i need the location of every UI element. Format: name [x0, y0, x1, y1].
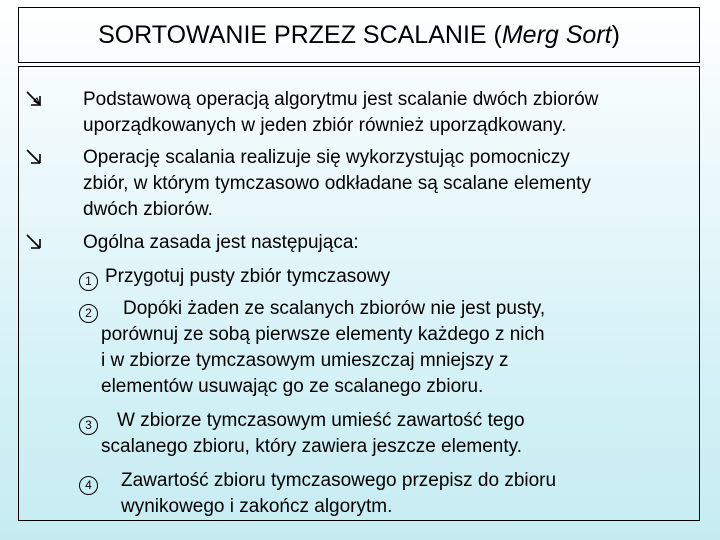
title-box [18, 7, 700, 63]
step-text: W zbiorze tymczasowym umieść zawartość tego scalanego zbioru, który zawiera jeszcze elementy. [101, 410, 525, 457]
circled-number-icon: 1 [79, 267, 98, 293]
arrow-bullet-icon [23, 230, 49, 264]
step-text: Zawartość zbioru tymczasowego przepisz do zbioru wynikowego i zakończ algorytm. [121, 470, 557, 517]
bullet-text: Ogólna zasada jest następująca: [83, 232, 359, 253]
slide-title: SORTOWANIE PRZEZ SCALANIE (Merg Sort) [98, 20, 620, 49]
step-text: Dopóki żaden ze scalanych zbiorów nie jest pusty, porównuj ze sobą pierwsze elementy każdego z nich i w zbiorze tymczasowym umieszczaj mniejszy z elementów usuwając go ze scalanego zbioru. [101, 298, 546, 397]
arrow-bullet-icon [23, 145, 49, 179]
content-box [18, 66, 700, 521]
title-italic: Merg Sort [501, 20, 612, 49]
circled-number-icon: 4 [79, 471, 98, 497]
circled-number-icon: 3 [79, 411, 98, 437]
bullet-text: Operację scalania realizuje się wykorzystując pomocniczy zbiór, w którym tymczasowo odkładane są scalane elementy dwóch zbiorów. [83, 147, 591, 220]
bullet-text: Podstawową operacją algorytmu jest scalanie dwóch zbiorów uporządkowanych w jeden zbiór również uporządkowany. [83, 89, 599, 136]
circled-number-icon: 2 [79, 299, 98, 325]
arrow-bullet-icon [23, 87, 49, 121]
step-text: Przygotuj pusty zbiór tymczasowy [105, 266, 391, 287]
